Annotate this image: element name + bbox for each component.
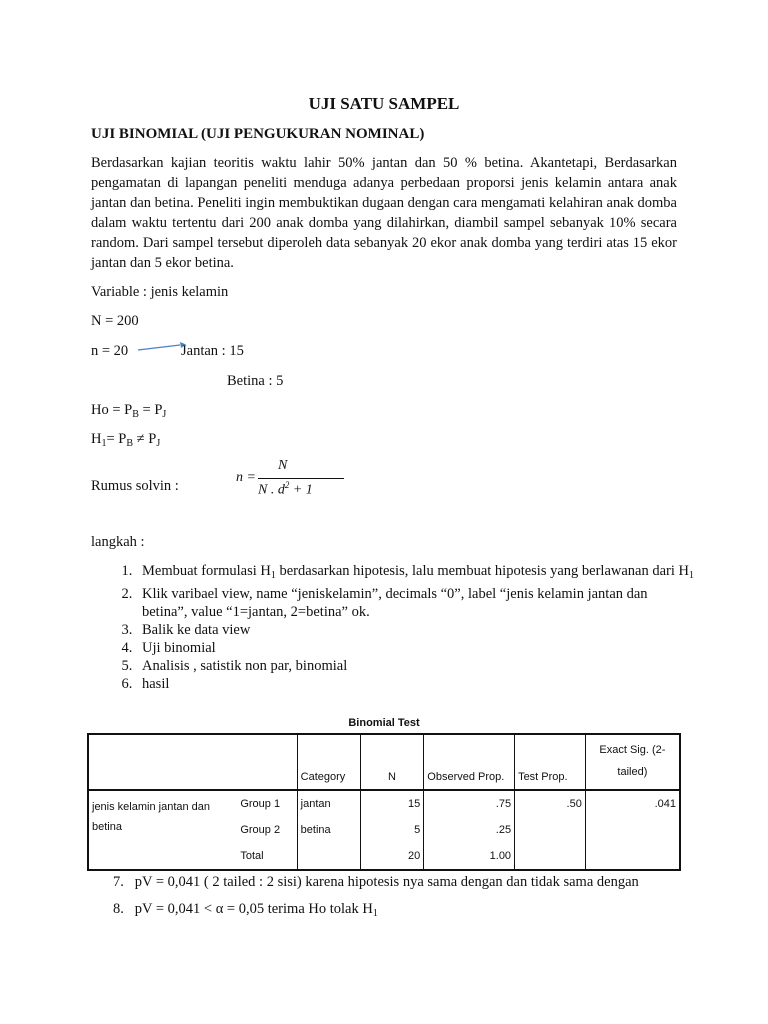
table-title: Binomial Test <box>348 717 420 729</box>
exact-sig-cell: .041 <box>585 790 680 817</box>
observed-cell: 1.00 <box>424 843 515 870</box>
page-title: UJI SATU SAMPEL <box>308 94 460 113</box>
null-hypothesis: $Ho = P_B = P_J$ <box>91 402 167 420</box>
category-cell: betina <box>297 817 360 843</box>
header-category: Category <box>297 734 360 790</box>
observed-cell: .75 <box>424 790 515 817</box>
rumus-label: Rumus solvin : <box>91 478 179 494</box>
langkah-label: langkah : <box>91 534 145 550</box>
jantan-count: Jantan : 15 <box>181 343 244 359</box>
list-item: 2. Klik varibael view, name “jeniskelamin”, decimals “0”, label “jenis kelamin jantan dan betina”, value “1=jantan, 2=betina” ok. <box>136 585 696 621</box>
group-cell: Group 2 <box>240 824 281 836</box>
list-item: 4. Uji binomial <box>136 639 696 657</box>
section-subtitle: UJI BINOMIAL (UJI PENGUKURAN NOMINAL) <box>91 126 425 142</box>
betina-count: Betina : 5 <box>227 373 284 389</box>
header-exact-sig: Exact Sig. (2-tailed) <box>585 734 680 790</box>
fraction-bar <box>258 478 344 479</box>
sample-size: n = 20 <box>91 343 129 359</box>
table-header-row <box>88 734 680 790</box>
population-size: N = 200 <box>91 313 139 329</box>
list-item: 6. hasil <box>136 675 696 693</box>
table-row <box>88 790 680 817</box>
n-cell: 20 <box>360 843 424 870</box>
table-row <box>88 843 680 870</box>
list-item: 5. Analisis , satistik non par, binomial <box>136 657 696 675</box>
steps-list <box>91 562 696 693</box>
step-8: 8. pV = 0,041 < α = 0,05 terima Ho tolak $H_1$ <box>113 901 378 919</box>
intro-paragraph: Berdasarkan kajian teoritis waktu lahir 50% jantan dan 50 % betina. Akantetapi, Berdasarkan pengamatan di lapangan peneliti menduga adanya perbedaan proporsi jenis kelamin antara anak jantan dan betina. Peneliti ingin membuktikan dugaan dengan cara mengamati kelahiran anak domba dalam waktu tertentu dari 200 anak domba yang dilahirkan, diambil sampel sebanyak 10% secara random. Dari sampel tersebut diperoleh data sebanyak 20 ekor anak domba yang terdiri atas 15 ekor jantan dan 5 ekor betina. <box>91 155 677 271</box>
variable-line: Variable : jenis kelamin <box>91 284 229 300</box>
observed-cell: .25 <box>424 817 515 843</box>
group-cell: Group 1 <box>240 798 281 810</box>
header-n: N <box>360 734 424 790</box>
test-prop-cell <box>515 843 586 870</box>
test-prop-cell <box>515 817 586 843</box>
n-cell: 15 <box>360 790 424 817</box>
arrow-icon <box>136 340 186 354</box>
step-7: 7. pV = 0,041 ( 2 tailed : 2 sisi) karena hipotesis nya sama dengan dan tidak sama dengan <box>113 874 639 890</box>
header-observed-prop: Observed Prop. <box>424 734 515 790</box>
formula-numerator: N <box>278 458 288 473</box>
formula-denominator: N . $d^2 + 1$ <box>258 480 313 498</box>
exact-sig-cell <box>585 843 680 870</box>
category-cell: jantan <box>297 790 360 817</box>
header-test-prop: Test Prop. <box>515 734 586 790</box>
n-cell: 5 <box>360 817 424 843</box>
list-item: 1. Membuat formulasi $H_1$ berdasarkan hipotesis, lalu membuat hipotesis yang berlawanan dari $H_1$ <box>136 562 696 585</box>
list-item: 3. Balik ke data view <box>136 621 696 639</box>
test-prop-cell: .50 <box>515 790 586 817</box>
alt-hypothesis: $H_1= P_B \ne P_J$ <box>91 431 161 449</box>
variable-label-cell: jenis kelamin jantan dan betina <box>92 801 211 833</box>
formula-lhs: n = <box>236 470 256 485</box>
binomial-test-table <box>87 733 681 871</box>
exact-sig-cell <box>585 817 680 843</box>
category-cell <box>297 843 360 870</box>
group-cell: Total <box>240 850 264 862</box>
